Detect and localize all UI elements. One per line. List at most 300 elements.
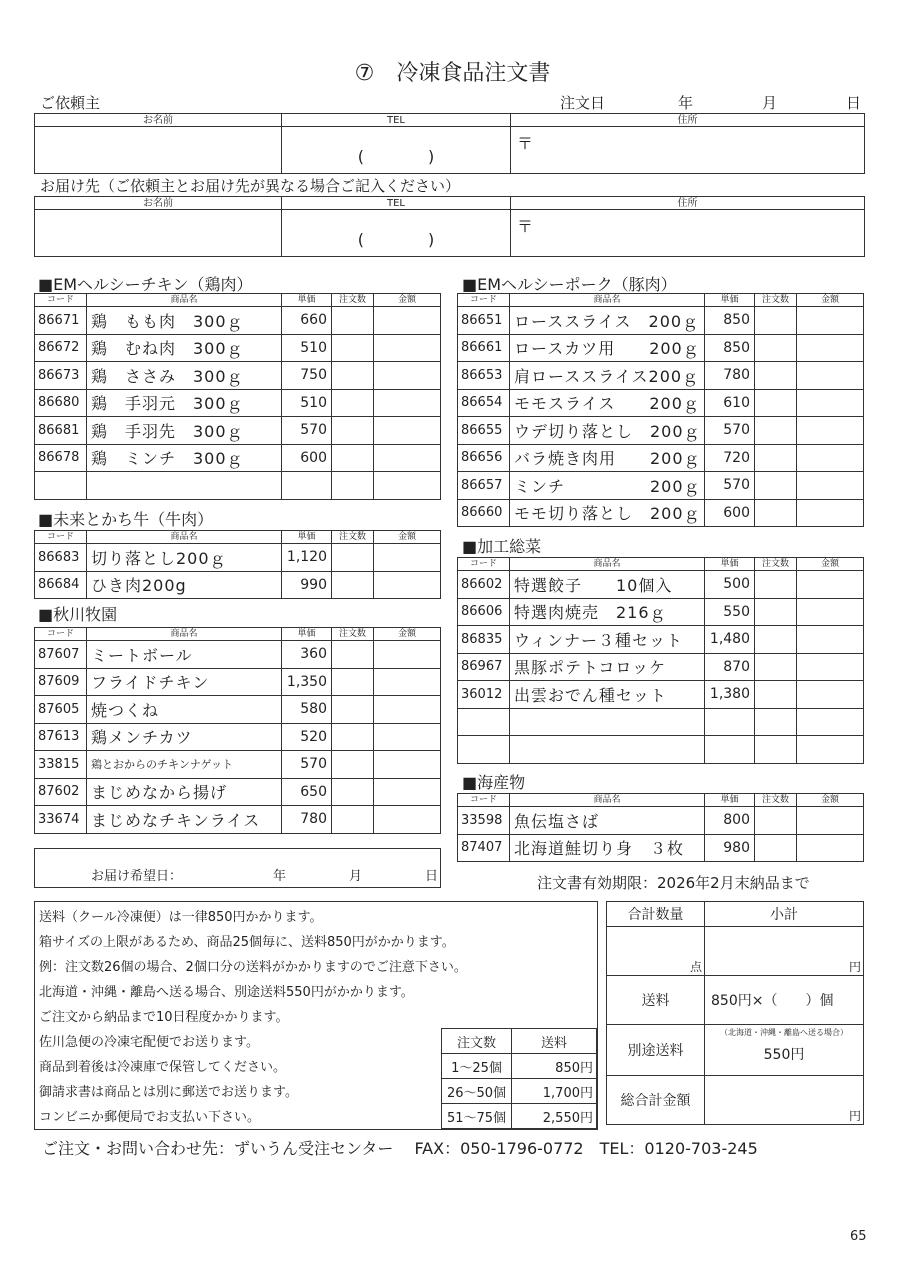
table-row	[458, 571, 864, 599]
order-qty-field[interactable]	[332, 472, 374, 500]
table-row	[458, 598, 864, 626]
product-code: 87605	[35, 696, 87, 724]
unit-price: 570	[705, 472, 755, 500]
order-qty-field[interactable]	[332, 723, 374, 751]
table-row	[458, 362, 864, 390]
table-row	[35, 668, 441, 696]
product-code: 86654	[458, 389, 510, 417]
table-row	[35, 544, 441, 572]
table-row	[458, 708, 864, 736]
code-header: コード	[458, 794, 510, 807]
validity-note: 注文書有効期限：2026年2月末納品まで	[537, 874, 810, 892]
order-qty-field[interactable]	[332, 544, 374, 572]
amount-field[interactable]	[374, 751, 441, 779]
product-code: 86651	[458, 307, 510, 335]
shipping-qty-range: 26〜50個	[442, 1079, 512, 1104]
product-code: 86671	[35, 307, 87, 335]
unit-price: 780	[282, 806, 332, 834]
shipping-fee: 1,700円	[512, 1079, 597, 1104]
extra-shipping-value: 550円	[763, 1046, 805, 1063]
price-header: 単価	[705, 558, 755, 571]
chicken-table	[34, 293, 441, 500]
order-qty-field[interactable]	[755, 834, 797, 862]
amount-field[interactable]	[374, 723, 441, 751]
order-qty-field[interactable]	[332, 751, 374, 779]
amount-field[interactable]	[374, 307, 441, 335]
unit-price: 500	[705, 571, 755, 599]
unit-price: 1,350	[282, 668, 332, 696]
shipping-qty-range: 1〜25個	[442, 1054, 512, 1079]
product-code: 86672	[35, 334, 87, 362]
product-code	[458, 736, 510, 764]
pork-section-title: ■EMヘルシーポーク（豚肉）	[462, 275, 677, 294]
order-qty-field[interactable]	[755, 736, 797, 764]
table-row	[458, 626, 864, 654]
order-date-year: 年	[678, 94, 694, 112]
amount-field[interactable]	[374, 362, 441, 390]
extra-shipping-cell	[705, 1025, 864, 1076]
shipping-fee: 2,550円	[512, 1104, 597, 1129]
product-code: 87407	[458, 834, 510, 862]
amount-field[interactable]	[797, 736, 864, 764]
amount-field[interactable]	[797, 626, 864, 654]
order-qty-field[interactable]	[332, 641, 374, 669]
total-qty-header: 合計数量	[607, 902, 705, 927]
chicken-section-title: ■EMヘルシーチキン（鶏肉）	[38, 275, 253, 294]
processed-section-title: ■加工総菜	[462, 537, 542, 556]
requester-label: ご依頼主	[40, 94, 101, 112]
unit-price: 520	[282, 723, 332, 751]
subtotal-header: 小計	[705, 902, 864, 927]
price-header: 単価	[282, 531, 332, 544]
order-qty-field[interactable]	[755, 653, 797, 681]
order-qty-field[interactable]	[755, 417, 797, 445]
page-number: 65	[850, 1229, 867, 1244]
product-code: 86680	[35, 389, 87, 417]
delivery-tel-field[interactable]: ( )	[282, 210, 511, 257]
amount-field[interactable]	[374, 778, 441, 806]
product-name: 鶏 むね肉 300ｇ	[87, 334, 282, 362]
price-header: 単価	[282, 294, 332, 307]
desired-date-label: お届け希望日：	[91, 869, 183, 884]
product-name: 鶏とおからのチキンナゲット	[87, 751, 282, 779]
product-name: 鶏 手羽先 300ｇ	[87, 417, 282, 445]
table-row	[458, 834, 864, 862]
qty-header: 注文数	[332, 628, 374, 641]
beef-section-title: ■未来とかち牛（牛肉）	[38, 510, 214, 529]
shipping-fee-header: 送料	[512, 1029, 597, 1054]
grand-total-field[interactable]: 円	[705, 1076, 864, 1125]
address-header: 住所	[511, 197, 865, 210]
product-code: 86661	[458, 334, 510, 362]
extra-shipping-label: 別途送料	[607, 1025, 705, 1076]
qty-header: 注文数	[755, 558, 797, 571]
note-line: ご注文から納品まで10日程度かかります。	[39, 1010, 289, 1025]
product-name: 特選餃子 10個入	[510, 571, 705, 599]
table-row	[35, 641, 441, 669]
qty-header: 注文数	[332, 531, 374, 544]
requester-address-field[interactable]: 〒	[511, 127, 865, 174]
product-code: 33598	[458, 807, 510, 835]
product-name: まじめなから揚げ	[87, 778, 282, 806]
grand-total-label: 総合計金額	[607, 1076, 705, 1125]
table-row	[35, 778, 441, 806]
code-header: コード	[35, 531, 87, 544]
product-name: 黒豚ポテトコロッケ	[510, 653, 705, 681]
qty-header: 注文数	[755, 294, 797, 307]
desired-date-day: 日	[425, 869, 439, 884]
delivery-label: お届け先（ご依頼主とお届け先が異なる場合ご記入ください）	[40, 177, 461, 195]
shipping-qty-range: 51〜75個	[442, 1104, 512, 1129]
extra-shipping-note: （北海道・沖縄・離島へ送る場合）	[720, 1027, 848, 1037]
product-name: 特選肉焼売 216ｇ	[510, 598, 705, 626]
table-row	[35, 417, 441, 445]
amount-field[interactable]	[797, 307, 864, 335]
product-name: ウィンナー３種セット	[510, 626, 705, 654]
order-qty-field[interactable]	[755, 444, 797, 472]
product-name: ロースカツ用 200ｇ	[510, 334, 705, 362]
code-header: コード	[35, 628, 87, 641]
product-name: ウデ切り落とし 200ｇ	[510, 417, 705, 445]
item-header: 商品名	[87, 531, 282, 544]
product-name: 鶏 ささみ 300ｇ	[87, 362, 282, 390]
amount-header: 金額	[797, 794, 864, 807]
subtotal-field[interactable]: 円	[705, 927, 864, 976]
product-name	[510, 708, 705, 736]
order-qty-field[interactable]	[755, 571, 797, 599]
amount-field[interactable]	[374, 444, 441, 472]
product-name: 切り落とし200ｇ	[87, 544, 282, 572]
amount-header: 金額	[797, 294, 864, 307]
table-row	[35, 362, 441, 390]
amount-header: 金額	[374, 628, 441, 641]
tel-header: TEL	[282, 114, 511, 127]
product-name: 出雲おでん種セット	[510, 681, 705, 709]
unit-price: 1,480	[705, 626, 755, 654]
unit-price: 510	[282, 389, 332, 417]
tel-header: TEL	[282, 197, 511, 210]
amount-field[interactable]	[797, 834, 864, 862]
amount-field[interactable]	[374, 544, 441, 572]
note-line: 送料（クール冷凍便）は一律850円かかります。	[39, 910, 323, 925]
unit-price: 650	[282, 778, 332, 806]
table-row	[35, 696, 441, 724]
note-line: 北海道・沖縄・離島へ送る場合、別途送料550円がかかります。	[39, 985, 414, 1000]
note-line: 商品到着後は冷凍庫で保管してください。	[39, 1060, 287, 1075]
note-line: 箱サイズの上限があるため、商品25個毎に、送料850円がかかります。	[39, 935, 455, 950]
product-code: 86660	[458, 499, 510, 527]
product-name: 鶏メンチカツ	[87, 723, 282, 751]
order-qty-field[interactable]	[332, 444, 374, 472]
desired-date-month: 月	[349, 869, 363, 884]
amount-header: 金額	[374, 294, 441, 307]
shipping-calc-field[interactable]: 850円×（ ）個	[705, 976, 864, 1025]
unit-price: 990	[282, 571, 332, 599]
table-row	[35, 444, 441, 472]
table-row	[35, 806, 441, 834]
order-qty-field[interactable]	[332, 334, 374, 362]
note-line: 例：注文数26個の場合、2個口分の送料がかかりますのでご注意下さい。	[39, 960, 467, 975]
table-row	[458, 444, 864, 472]
note-line: コンビニか郵便局でお支払い下さい。	[39, 1110, 261, 1125]
product-name: ローススライス 200ｇ	[510, 307, 705, 335]
product-code: 86678	[35, 444, 87, 472]
name-header: お名前	[35, 197, 282, 210]
amount-field[interactable]	[797, 653, 864, 681]
shipping-rate-table	[441, 1028, 597, 1129]
unit-price: 510	[282, 334, 332, 362]
amount-field[interactable]	[797, 681, 864, 709]
unit-price: 570	[705, 417, 755, 445]
order-qty-field[interactable]	[755, 499, 797, 527]
order-date-month: 月	[762, 94, 778, 112]
product-name: ミートボール	[87, 641, 282, 669]
order-qty-field[interactable]	[755, 389, 797, 417]
amount-field[interactable]	[797, 598, 864, 626]
table-row	[458, 736, 864, 764]
product-code: 86657	[458, 472, 510, 500]
seafood-section-title: ■海産物	[462, 773, 526, 792]
order-qty-field[interactable]	[332, 778, 374, 806]
table-row	[458, 499, 864, 527]
amount-field[interactable]	[374, 641, 441, 669]
order-qty-field[interactable]	[332, 417, 374, 445]
amount-field[interactable]	[797, 362, 864, 390]
code-header: コード	[458, 294, 510, 307]
qty-header: 注文数	[332, 294, 374, 307]
product-code	[35, 472, 87, 500]
unit-price: 570	[282, 417, 332, 445]
amount-header: 金額	[797, 558, 864, 571]
order-qty-field[interactable]	[332, 696, 374, 724]
unit-price: 720	[705, 444, 755, 472]
table-row	[458, 389, 864, 417]
table-row	[35, 389, 441, 417]
product-code: 86967	[458, 653, 510, 681]
order-qty-field[interactable]	[332, 806, 374, 834]
contact-footer: ご注文・お問い合わせ先：ずいうん受注センター FAX：050-1796-0772 TEL：0120-703-245	[42, 1139, 758, 1158]
amount-field[interactable]	[374, 334, 441, 362]
requester-table	[34, 113, 865, 174]
product-code: 87613	[35, 723, 87, 751]
page-title: ⑦ 冷凍食品注文書	[354, 61, 551, 86]
product-code: 86673	[35, 362, 87, 390]
order-qty-field[interactable]	[755, 307, 797, 335]
name-header: お名前	[35, 114, 282, 127]
order-qty-field[interactable]	[755, 807, 797, 835]
table-row	[35, 307, 441, 335]
requester-tel-field[interactable]: ( )	[282, 127, 511, 174]
unit-price: 570	[282, 751, 332, 779]
order-date-label: 注文日	[560, 94, 606, 112]
product-name: 鶏 ミンチ 300ｇ	[87, 444, 282, 472]
unit-price: 580	[282, 696, 332, 724]
item-header: 商品名	[510, 558, 705, 571]
product-code: 36012	[458, 681, 510, 709]
product-name: まじめなチキンライス	[87, 806, 282, 834]
table-row	[458, 807, 864, 835]
seafood-table	[457, 793, 864, 862]
table-row	[35, 723, 441, 751]
order-qty-field[interactable]	[332, 307, 374, 335]
unit-price: 1,120	[282, 544, 332, 572]
product-code: 86684	[35, 571, 87, 599]
pork-table	[457, 293, 864, 527]
table-row	[458, 472, 864, 500]
product-code: 86606	[458, 598, 510, 626]
table-row	[35, 472, 441, 500]
unit-price: 850	[705, 334, 755, 362]
address-header: 住所	[511, 114, 865, 127]
totals-table	[606, 901, 864, 1125]
product-code: 33674	[35, 806, 87, 834]
unit-price	[705, 736, 755, 764]
amount-field[interactable]	[374, 571, 441, 599]
unit-price: 750	[282, 362, 332, 390]
unit-price: 360	[282, 641, 332, 669]
requester-name-field[interactable]	[35, 127, 282, 174]
order-qty-field[interactable]	[755, 681, 797, 709]
unit-price: 600	[705, 499, 755, 527]
amount-field[interactable]	[797, 571, 864, 599]
order-qty-field[interactable]	[332, 668, 374, 696]
product-code: 87607	[35, 641, 87, 669]
table-row	[458, 417, 864, 445]
order-qty-field[interactable]	[332, 571, 374, 599]
note-line: 佐川急便の冷凍宅配便でお送ります。	[39, 1035, 259, 1050]
order-qty-field[interactable]	[755, 708, 797, 736]
product-code: 87609	[35, 668, 87, 696]
product-name: 鶏 もも肉 300ｇ	[87, 307, 282, 335]
unit-price: 600	[282, 444, 332, 472]
product-name: モモ切り落とし 200ｇ	[510, 499, 705, 527]
delivery-table	[34, 196, 865, 257]
table-row	[458, 334, 864, 362]
amount-field[interactable]	[374, 696, 441, 724]
amount-field[interactable]	[797, 472, 864, 500]
product-name: モモスライス 200ｇ	[510, 389, 705, 417]
item-header: 商品名	[510, 294, 705, 307]
amount-field[interactable]	[374, 806, 441, 834]
product-code: 86835	[458, 626, 510, 654]
code-header: コード	[458, 558, 510, 571]
product-code: 86602	[458, 571, 510, 599]
order-qty-field[interactable]	[332, 389, 374, 417]
price-header: 単価	[282, 628, 332, 641]
unit-price: 610	[705, 389, 755, 417]
qty-header: 注文数	[755, 794, 797, 807]
unit-price: 550	[705, 598, 755, 626]
product-code: 86653	[458, 362, 510, 390]
amount-field[interactable]	[797, 334, 864, 362]
order-qty-field[interactable]	[755, 626, 797, 654]
processed-table	[457, 557, 864, 764]
unit-price: 780	[705, 362, 755, 390]
product-name: フライドチキン	[87, 668, 282, 696]
unit-price: 800	[705, 807, 755, 835]
amount-field[interactable]	[797, 389, 864, 417]
product-code: 86656	[458, 444, 510, 472]
order-qty-field[interactable]	[755, 362, 797, 390]
unit-price: 850	[705, 307, 755, 335]
product-code	[458, 708, 510, 736]
unit-price: 1,380	[705, 681, 755, 709]
product-name: ひき肉200g	[87, 571, 282, 599]
amount-field[interactable]	[797, 499, 864, 527]
shipping-qty-header: 注文数	[442, 1029, 512, 1054]
product-name: 北海道鮭切り身 ３枚	[510, 834, 705, 862]
table-row	[458, 681, 864, 709]
code-header: コード	[35, 294, 87, 307]
item-header: 商品名	[87, 294, 282, 307]
akigawa-table	[34, 627, 441, 834]
note-line: 御請求書は商品とは別に郵送でお送ります。	[39, 1085, 298, 1100]
shipping-fee: 850円	[512, 1054, 597, 1079]
amount-field[interactable]	[374, 668, 441, 696]
order-qty-field[interactable]	[755, 472, 797, 500]
product-code: 33815	[35, 751, 87, 779]
akigawa-section-title: ■秋川牧園	[38, 605, 118, 624]
product-code: 86683	[35, 544, 87, 572]
table-row	[458, 307, 864, 335]
amount-field[interactable]	[374, 417, 441, 445]
amount-field[interactable]	[374, 472, 441, 500]
amount-field[interactable]	[374, 389, 441, 417]
table-row	[35, 571, 441, 599]
product-code: 87602	[35, 778, 87, 806]
table-row	[458, 653, 864, 681]
desired-date-box[interactable]	[34, 848, 441, 888]
shipping-label: 送料	[607, 976, 705, 1025]
product-name	[87, 472, 282, 500]
order-date-day: 日	[846, 94, 862, 112]
table-row	[35, 334, 441, 362]
total-qty-field[interactable]: 点	[607, 927, 705, 976]
unit-price: 980	[705, 834, 755, 862]
product-name: バラ焼き肉用 200ｇ	[510, 444, 705, 472]
amount-field[interactable]	[797, 444, 864, 472]
order-qty-field[interactable]	[755, 334, 797, 362]
price-header: 単価	[705, 294, 755, 307]
unit-price: 660	[282, 307, 332, 335]
product-code: 86681	[35, 417, 87, 445]
amount-field[interactable]	[797, 417, 864, 445]
order-qty-field[interactable]	[332, 362, 374, 390]
delivery-address-field[interactable]: 〒	[511, 210, 865, 257]
product-name: 焼つくね	[87, 696, 282, 724]
order-qty-field[interactable]	[755, 598, 797, 626]
price-header: 単価	[705, 794, 755, 807]
product-name: ミンチ 200ｇ	[510, 472, 705, 500]
unit-price	[705, 708, 755, 736]
product-name: 魚伝塩さば	[510, 807, 705, 835]
item-header: 商品名	[87, 628, 282, 641]
delivery-name-field[interactable]	[35, 210, 282, 257]
product-name: 肩ローススライス200ｇ	[510, 362, 705, 390]
table-row	[35, 751, 441, 779]
product-name: 鶏 手羽元 300ｇ	[87, 389, 282, 417]
unit-price	[282, 472, 332, 500]
product-name	[510, 736, 705, 764]
unit-price: 870	[705, 653, 755, 681]
amount-header: 金額	[374, 531, 441, 544]
item-header: 商品名	[510, 794, 705, 807]
desired-date-year: 年	[273, 869, 287, 884]
beef-table	[34, 530, 441, 599]
amount-field[interactable]	[797, 708, 864, 736]
product-code: 86655	[458, 417, 510, 445]
amount-field[interactable]	[797, 807, 864, 835]
